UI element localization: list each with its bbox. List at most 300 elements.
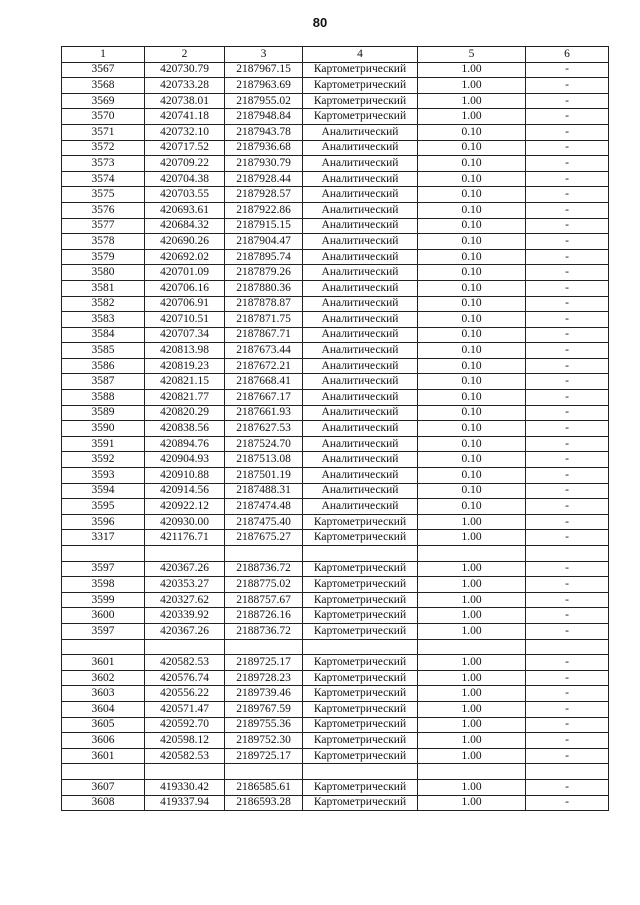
method-cell: Картометрический bbox=[303, 62, 418, 78]
table-row bbox=[62, 623, 609, 639]
table-row bbox=[62, 561, 609, 577]
method-cell: Картометрический bbox=[303, 93, 418, 109]
method-cell: Картометрический bbox=[303, 733, 418, 749]
empty-cell bbox=[145, 546, 225, 562]
x-coordinate-cell: 420914.56 bbox=[145, 483, 225, 499]
description-cell: - bbox=[526, 483, 609, 499]
column-header-1: 1 bbox=[62, 47, 145, 63]
table-row bbox=[62, 748, 609, 764]
table-row bbox=[62, 280, 609, 296]
empty-separator-row bbox=[62, 764, 609, 780]
point-number-cell: 3576 bbox=[62, 202, 145, 218]
x-coordinate-cell: 420706.16 bbox=[145, 280, 225, 296]
accuracy-cell: 1.00 bbox=[418, 577, 526, 593]
table-row bbox=[62, 249, 609, 265]
point-number-cell: 3600 bbox=[62, 608, 145, 624]
table-row bbox=[62, 343, 609, 359]
y-coordinate-cell: 2187675.27 bbox=[225, 530, 303, 546]
accuracy-cell: 1.00 bbox=[418, 62, 526, 78]
method-cell: Аналитический bbox=[303, 358, 418, 374]
method-cell: Аналитический bbox=[303, 280, 418, 296]
point-number-cell: 3575 bbox=[62, 187, 145, 203]
description-cell: - bbox=[526, 358, 609, 374]
table-row bbox=[62, 483, 609, 499]
method-cell: Аналитический bbox=[303, 374, 418, 390]
table-row bbox=[62, 436, 609, 452]
y-coordinate-cell: 2187895.74 bbox=[225, 249, 303, 265]
point-number-cell: 3595 bbox=[62, 499, 145, 515]
y-coordinate-cell: 2189725.17 bbox=[225, 748, 303, 764]
empty-cell bbox=[418, 546, 526, 562]
accuracy-cell: 1.00 bbox=[418, 561, 526, 577]
point-number-cell: 3603 bbox=[62, 686, 145, 702]
accuracy-cell: 0.10 bbox=[418, 483, 526, 499]
description-cell: - bbox=[526, 187, 609, 203]
description-cell: - bbox=[526, 343, 609, 359]
accuracy-cell: 0.10 bbox=[418, 234, 526, 250]
accuracy-cell: 0.10 bbox=[418, 452, 526, 468]
x-coordinate-cell: 420904.93 bbox=[145, 452, 225, 468]
x-coordinate-cell: 420701.09 bbox=[145, 265, 225, 281]
accuracy-cell: 1.00 bbox=[418, 779, 526, 795]
accuracy-cell: 0.10 bbox=[418, 140, 526, 156]
table-row bbox=[62, 202, 609, 218]
empty-cell bbox=[225, 639, 303, 655]
y-coordinate-cell: 2188757.67 bbox=[225, 592, 303, 608]
point-number-cell: 3572 bbox=[62, 140, 145, 156]
method-cell: Аналитический bbox=[303, 218, 418, 234]
table-row bbox=[62, 374, 609, 390]
table-row bbox=[62, 93, 609, 109]
point-number-cell: 3597 bbox=[62, 623, 145, 639]
x-coordinate-cell: 420367.26 bbox=[145, 561, 225, 577]
point-number-cell: 3580 bbox=[62, 265, 145, 281]
y-coordinate-cell: 2186585.61 bbox=[225, 779, 303, 795]
x-coordinate-cell: 420576.74 bbox=[145, 670, 225, 686]
point-number-cell: 3606 bbox=[62, 733, 145, 749]
x-coordinate-cell: 420730.79 bbox=[145, 62, 225, 78]
point-number-cell: 3596 bbox=[62, 514, 145, 530]
point-number-cell: 3605 bbox=[62, 717, 145, 733]
empty-cell bbox=[303, 764, 418, 780]
method-cell: Картометрический bbox=[303, 561, 418, 577]
description-cell: - bbox=[526, 779, 609, 795]
y-coordinate-cell: 2187880.36 bbox=[225, 280, 303, 296]
method-cell: Аналитический bbox=[303, 452, 418, 468]
y-coordinate-cell: 2187667.17 bbox=[225, 390, 303, 406]
y-coordinate-cell: 2187928.44 bbox=[225, 171, 303, 187]
accuracy-cell: 0.10 bbox=[418, 202, 526, 218]
method-cell: Аналитический bbox=[303, 421, 418, 437]
description-cell: - bbox=[526, 421, 609, 437]
x-coordinate-cell: 420582.53 bbox=[145, 655, 225, 671]
empty-cell bbox=[526, 546, 609, 562]
x-coordinate-cell: 420838.56 bbox=[145, 421, 225, 437]
accuracy-cell: 0.10 bbox=[418, 468, 526, 484]
point-number-cell: 3583 bbox=[62, 312, 145, 328]
x-coordinate-cell: 420717.52 bbox=[145, 140, 225, 156]
empty-cell bbox=[418, 764, 526, 780]
table-row bbox=[62, 670, 609, 686]
point-number-cell: 3590 bbox=[62, 421, 145, 437]
description-cell: - bbox=[526, 296, 609, 312]
method-cell: Аналитический bbox=[303, 312, 418, 328]
description-cell: - bbox=[526, 686, 609, 702]
method-cell: Картометрический bbox=[303, 748, 418, 764]
accuracy-cell: 0.10 bbox=[418, 327, 526, 343]
y-coordinate-cell: 2187474.48 bbox=[225, 499, 303, 515]
y-coordinate-cell: 2187915.15 bbox=[225, 218, 303, 234]
description-cell: - bbox=[526, 733, 609, 749]
method-cell: Картометрический bbox=[303, 795, 418, 811]
method-cell: Картометрический bbox=[303, 530, 418, 546]
x-coordinate-cell: 420367.26 bbox=[145, 623, 225, 639]
y-coordinate-cell: 2187524.70 bbox=[225, 436, 303, 452]
accuracy-cell: 1.00 bbox=[418, 78, 526, 94]
description-cell: - bbox=[526, 623, 609, 639]
y-coordinate-cell: 2187488.31 bbox=[225, 483, 303, 499]
description-cell: - bbox=[526, 171, 609, 187]
y-coordinate-cell: 2187879.26 bbox=[225, 265, 303, 281]
method-cell: Картометрический bbox=[303, 717, 418, 733]
y-coordinate-cell: 2187936.68 bbox=[225, 140, 303, 156]
table-row bbox=[62, 171, 609, 187]
method-cell: Картометрический bbox=[303, 686, 418, 702]
y-coordinate-cell: 2187672.21 bbox=[225, 358, 303, 374]
accuracy-cell: 0.10 bbox=[418, 312, 526, 328]
table-row bbox=[62, 452, 609, 468]
table-row bbox=[62, 701, 609, 717]
y-coordinate-cell: 2188736.72 bbox=[225, 561, 303, 577]
accuracy-cell: 1.00 bbox=[418, 748, 526, 764]
accuracy-cell: 1.00 bbox=[418, 670, 526, 686]
accuracy-cell: 1.00 bbox=[418, 733, 526, 749]
accuracy-cell: 0.10 bbox=[418, 171, 526, 187]
table-row bbox=[62, 421, 609, 437]
description-cell: - bbox=[526, 140, 609, 156]
method-cell: Аналитический bbox=[303, 265, 418, 281]
accuracy-cell: 1.00 bbox=[418, 717, 526, 733]
y-coordinate-cell: 2189728.23 bbox=[225, 670, 303, 686]
table-row bbox=[62, 686, 609, 702]
x-coordinate-cell: 420598.12 bbox=[145, 733, 225, 749]
empty-separator-row bbox=[62, 639, 609, 655]
description-cell: - bbox=[526, 795, 609, 811]
x-coordinate-cell: 420821.15 bbox=[145, 374, 225, 390]
x-coordinate-cell: 420571.47 bbox=[145, 701, 225, 717]
table-row bbox=[62, 62, 609, 78]
point-number-cell: 3588 bbox=[62, 390, 145, 406]
table-row bbox=[62, 390, 609, 406]
point-number-cell: 3604 bbox=[62, 701, 145, 717]
accuracy-cell: 0.10 bbox=[418, 405, 526, 421]
y-coordinate-cell: 2187673.44 bbox=[225, 343, 303, 359]
point-number-cell: 3571 bbox=[62, 124, 145, 140]
y-coordinate-cell: 2187948.84 bbox=[225, 109, 303, 125]
accuracy-cell: 1.00 bbox=[418, 686, 526, 702]
description-cell: - bbox=[526, 78, 609, 94]
method-cell: Картометрический bbox=[303, 701, 418, 717]
description-cell: - bbox=[526, 499, 609, 515]
point-number-cell: 3570 bbox=[62, 109, 145, 125]
method-cell: Аналитический bbox=[303, 202, 418, 218]
accuracy-cell: 0.10 bbox=[418, 436, 526, 452]
method-cell: Аналитический bbox=[303, 171, 418, 187]
x-coordinate-cell: 420706.91 bbox=[145, 296, 225, 312]
method-cell: Аналитический bbox=[303, 343, 418, 359]
table-row bbox=[62, 156, 609, 172]
empty-cell bbox=[418, 639, 526, 655]
y-coordinate-cell: 2189755.36 bbox=[225, 717, 303, 733]
x-coordinate-cell: 420707.34 bbox=[145, 327, 225, 343]
x-coordinate-cell: 420692.02 bbox=[145, 249, 225, 265]
empty-cell bbox=[62, 639, 145, 655]
method-cell: Аналитический bbox=[303, 405, 418, 421]
point-number-cell: 3573 bbox=[62, 156, 145, 172]
empty-cell bbox=[303, 546, 418, 562]
point-number-cell: 3601 bbox=[62, 655, 145, 671]
y-coordinate-cell: 2187661.93 bbox=[225, 405, 303, 421]
y-coordinate-cell: 2187878.87 bbox=[225, 296, 303, 312]
method-cell: Аналитический bbox=[303, 124, 418, 140]
x-coordinate-cell: 420709.22 bbox=[145, 156, 225, 172]
description-cell: - bbox=[526, 561, 609, 577]
method-cell: Аналитический bbox=[303, 390, 418, 406]
y-coordinate-cell: 2188726.16 bbox=[225, 608, 303, 624]
accuracy-cell: 0.10 bbox=[418, 265, 526, 281]
point-number-cell: 3578 bbox=[62, 234, 145, 250]
point-number-cell: 3597 bbox=[62, 561, 145, 577]
y-coordinate-cell: 2187867.71 bbox=[225, 327, 303, 343]
description-cell: - bbox=[526, 327, 609, 343]
x-coordinate-cell: 420930.00 bbox=[145, 514, 225, 530]
x-coordinate-cell: 420741.18 bbox=[145, 109, 225, 125]
table-row bbox=[62, 78, 609, 94]
table-row bbox=[62, 499, 609, 515]
x-coordinate-cell: 420821.77 bbox=[145, 390, 225, 406]
x-coordinate-cell: 420592.70 bbox=[145, 717, 225, 733]
y-coordinate-cell: 2188736.72 bbox=[225, 623, 303, 639]
accuracy-cell: 0.10 bbox=[418, 156, 526, 172]
table-row bbox=[62, 577, 609, 593]
method-cell: Картометрический bbox=[303, 109, 418, 125]
method-cell: Аналитический bbox=[303, 187, 418, 203]
accuracy-cell: 0.10 bbox=[418, 499, 526, 515]
x-coordinate-cell: 420710.51 bbox=[145, 312, 225, 328]
x-coordinate-cell: 420353.27 bbox=[145, 577, 225, 593]
x-coordinate-cell: 420556.22 bbox=[145, 686, 225, 702]
method-cell: Аналитический bbox=[303, 140, 418, 156]
method-cell: Аналитический bbox=[303, 249, 418, 265]
method-cell: Картометрический bbox=[303, 577, 418, 593]
x-coordinate-cell: 420922.12 bbox=[145, 499, 225, 515]
x-coordinate-cell: 420327.62 bbox=[145, 592, 225, 608]
description-cell: - bbox=[526, 405, 609, 421]
x-coordinate-cell: 420894.76 bbox=[145, 436, 225, 452]
description-cell: - bbox=[526, 374, 609, 390]
table-row bbox=[62, 109, 609, 125]
accuracy-cell: 0.10 bbox=[418, 421, 526, 437]
accuracy-cell: 0.10 bbox=[418, 358, 526, 374]
method-cell: Аналитический bbox=[303, 483, 418, 499]
y-coordinate-cell: 2187668.41 bbox=[225, 374, 303, 390]
y-coordinate-cell: 2187904.47 bbox=[225, 234, 303, 250]
table-row bbox=[62, 312, 609, 328]
description-cell: - bbox=[526, 670, 609, 686]
x-coordinate-cell: 420910.88 bbox=[145, 468, 225, 484]
accuracy-cell: 1.00 bbox=[418, 93, 526, 109]
method-cell: Картометрический bbox=[303, 670, 418, 686]
description-cell: - bbox=[526, 717, 609, 733]
y-coordinate-cell: 2187930.79 bbox=[225, 156, 303, 172]
description-cell: - bbox=[526, 234, 609, 250]
point-number-cell: 3574 bbox=[62, 171, 145, 187]
empty-separator-row bbox=[62, 546, 609, 562]
accuracy-cell: 1.00 bbox=[418, 608, 526, 624]
table-row bbox=[62, 717, 609, 733]
accuracy-cell: 1.00 bbox=[418, 623, 526, 639]
empty-cell bbox=[526, 764, 609, 780]
accuracy-cell: 0.10 bbox=[418, 280, 526, 296]
empty-cell bbox=[145, 764, 225, 780]
point-number-cell: 3601 bbox=[62, 748, 145, 764]
point-number-cell: 3584 bbox=[62, 327, 145, 343]
method-cell: Аналитический bbox=[303, 468, 418, 484]
point-number-cell: 3593 bbox=[62, 468, 145, 484]
point-number-cell: 3599 bbox=[62, 592, 145, 608]
method-cell: Аналитический bbox=[303, 234, 418, 250]
description-cell: - bbox=[526, 748, 609, 764]
point-number-cell: 3592 bbox=[62, 452, 145, 468]
method-cell: Картометрический bbox=[303, 78, 418, 94]
x-coordinate-cell: 419337.94 bbox=[145, 795, 225, 811]
description-cell: - bbox=[526, 390, 609, 406]
x-coordinate-cell: 421176.71 bbox=[145, 530, 225, 546]
table-row bbox=[62, 265, 609, 281]
empty-cell bbox=[145, 639, 225, 655]
table-row bbox=[62, 234, 609, 250]
empty-cell bbox=[526, 639, 609, 655]
empty-cell bbox=[225, 764, 303, 780]
description-cell: - bbox=[526, 592, 609, 608]
method-cell: Картометрический bbox=[303, 623, 418, 639]
x-coordinate-cell: 420339.92 bbox=[145, 608, 225, 624]
point-number-cell: 3317 bbox=[62, 530, 145, 546]
x-coordinate-cell: 420684.32 bbox=[145, 218, 225, 234]
point-number-cell: 3581 bbox=[62, 280, 145, 296]
y-coordinate-cell: 2187928.57 bbox=[225, 187, 303, 203]
y-coordinate-cell: 2189739.46 bbox=[225, 686, 303, 702]
accuracy-cell: 0.10 bbox=[418, 124, 526, 140]
point-number-cell: 3607 bbox=[62, 779, 145, 795]
point-number-cell: 3589 bbox=[62, 405, 145, 421]
y-coordinate-cell: 2187963.69 bbox=[225, 78, 303, 94]
method-cell: Картометрический bbox=[303, 608, 418, 624]
empty-cell bbox=[62, 764, 145, 780]
description-cell: - bbox=[526, 280, 609, 296]
point-number-cell: 3602 bbox=[62, 670, 145, 686]
x-coordinate-cell: 419330.42 bbox=[145, 779, 225, 795]
y-coordinate-cell: 2187627.53 bbox=[225, 421, 303, 437]
point-number-cell: 3585 bbox=[62, 343, 145, 359]
table-row bbox=[62, 733, 609, 749]
accuracy-cell: 1.00 bbox=[418, 109, 526, 125]
y-coordinate-cell: 2189767.59 bbox=[225, 701, 303, 717]
method-cell: Картометрический bbox=[303, 655, 418, 671]
description-cell: - bbox=[526, 655, 609, 671]
table-header-row bbox=[62, 47, 609, 63]
point-number-cell: 3594 bbox=[62, 483, 145, 499]
accuracy-cell: 0.10 bbox=[418, 374, 526, 390]
accuracy-cell: 0.10 bbox=[418, 187, 526, 203]
table-row bbox=[62, 655, 609, 671]
x-coordinate-cell: 420690.26 bbox=[145, 234, 225, 250]
accuracy-cell: 1.00 bbox=[418, 795, 526, 811]
page-number: 80 bbox=[312, 15, 328, 30]
empty-cell bbox=[225, 546, 303, 562]
y-coordinate-cell: 2187955.02 bbox=[225, 93, 303, 109]
description-cell: - bbox=[526, 265, 609, 281]
method-cell: Аналитический bbox=[303, 156, 418, 172]
point-number-cell: 3579 bbox=[62, 249, 145, 265]
point-number-cell: 3608 bbox=[62, 795, 145, 811]
description-cell: - bbox=[526, 312, 609, 328]
column-header-4: 4 bbox=[303, 47, 418, 63]
table-row bbox=[62, 358, 609, 374]
method-cell: Аналитический bbox=[303, 436, 418, 452]
x-coordinate-cell: 420703.55 bbox=[145, 187, 225, 203]
y-coordinate-cell: 2187943.78 bbox=[225, 124, 303, 140]
table-row bbox=[62, 779, 609, 795]
table-row bbox=[62, 124, 609, 140]
accuracy-cell: 1.00 bbox=[418, 514, 526, 530]
point-number-cell: 3567 bbox=[62, 62, 145, 78]
method-cell: Картометрический bbox=[303, 779, 418, 795]
description-cell: - bbox=[526, 62, 609, 78]
table-row bbox=[62, 405, 609, 421]
table-row bbox=[62, 795, 609, 811]
description-cell: - bbox=[526, 93, 609, 109]
description-cell: - bbox=[526, 468, 609, 484]
method-cell: Картометрический bbox=[303, 592, 418, 608]
x-coordinate-cell: 420819.23 bbox=[145, 358, 225, 374]
method-cell: Аналитический bbox=[303, 327, 418, 343]
y-coordinate-cell: 2187871.75 bbox=[225, 312, 303, 328]
y-coordinate-cell: 2186593.28 bbox=[225, 795, 303, 811]
point-number-cell: 3582 bbox=[62, 296, 145, 312]
point-number-cell: 3587 bbox=[62, 374, 145, 390]
column-header-6: 6 bbox=[526, 47, 609, 63]
point-number-cell: 3569 bbox=[62, 93, 145, 109]
description-cell: - bbox=[526, 608, 609, 624]
table-row bbox=[62, 608, 609, 624]
x-coordinate-cell: 420738.01 bbox=[145, 93, 225, 109]
y-coordinate-cell: 2187967.15 bbox=[225, 62, 303, 78]
point-number-cell: 3568 bbox=[62, 78, 145, 94]
column-header-2: 2 bbox=[145, 47, 225, 63]
table-row bbox=[62, 296, 609, 312]
description-cell: - bbox=[526, 577, 609, 593]
y-coordinate-cell: 2187922.86 bbox=[225, 202, 303, 218]
point-number-cell: 3598 bbox=[62, 577, 145, 593]
accuracy-cell: 1.00 bbox=[418, 701, 526, 717]
description-cell: - bbox=[526, 124, 609, 140]
description-cell: - bbox=[526, 218, 609, 234]
table-row bbox=[62, 327, 609, 343]
point-number-cell: 3577 bbox=[62, 218, 145, 234]
method-cell: Картометрический bbox=[303, 514, 418, 530]
y-coordinate-cell: 2187513.08 bbox=[225, 452, 303, 468]
